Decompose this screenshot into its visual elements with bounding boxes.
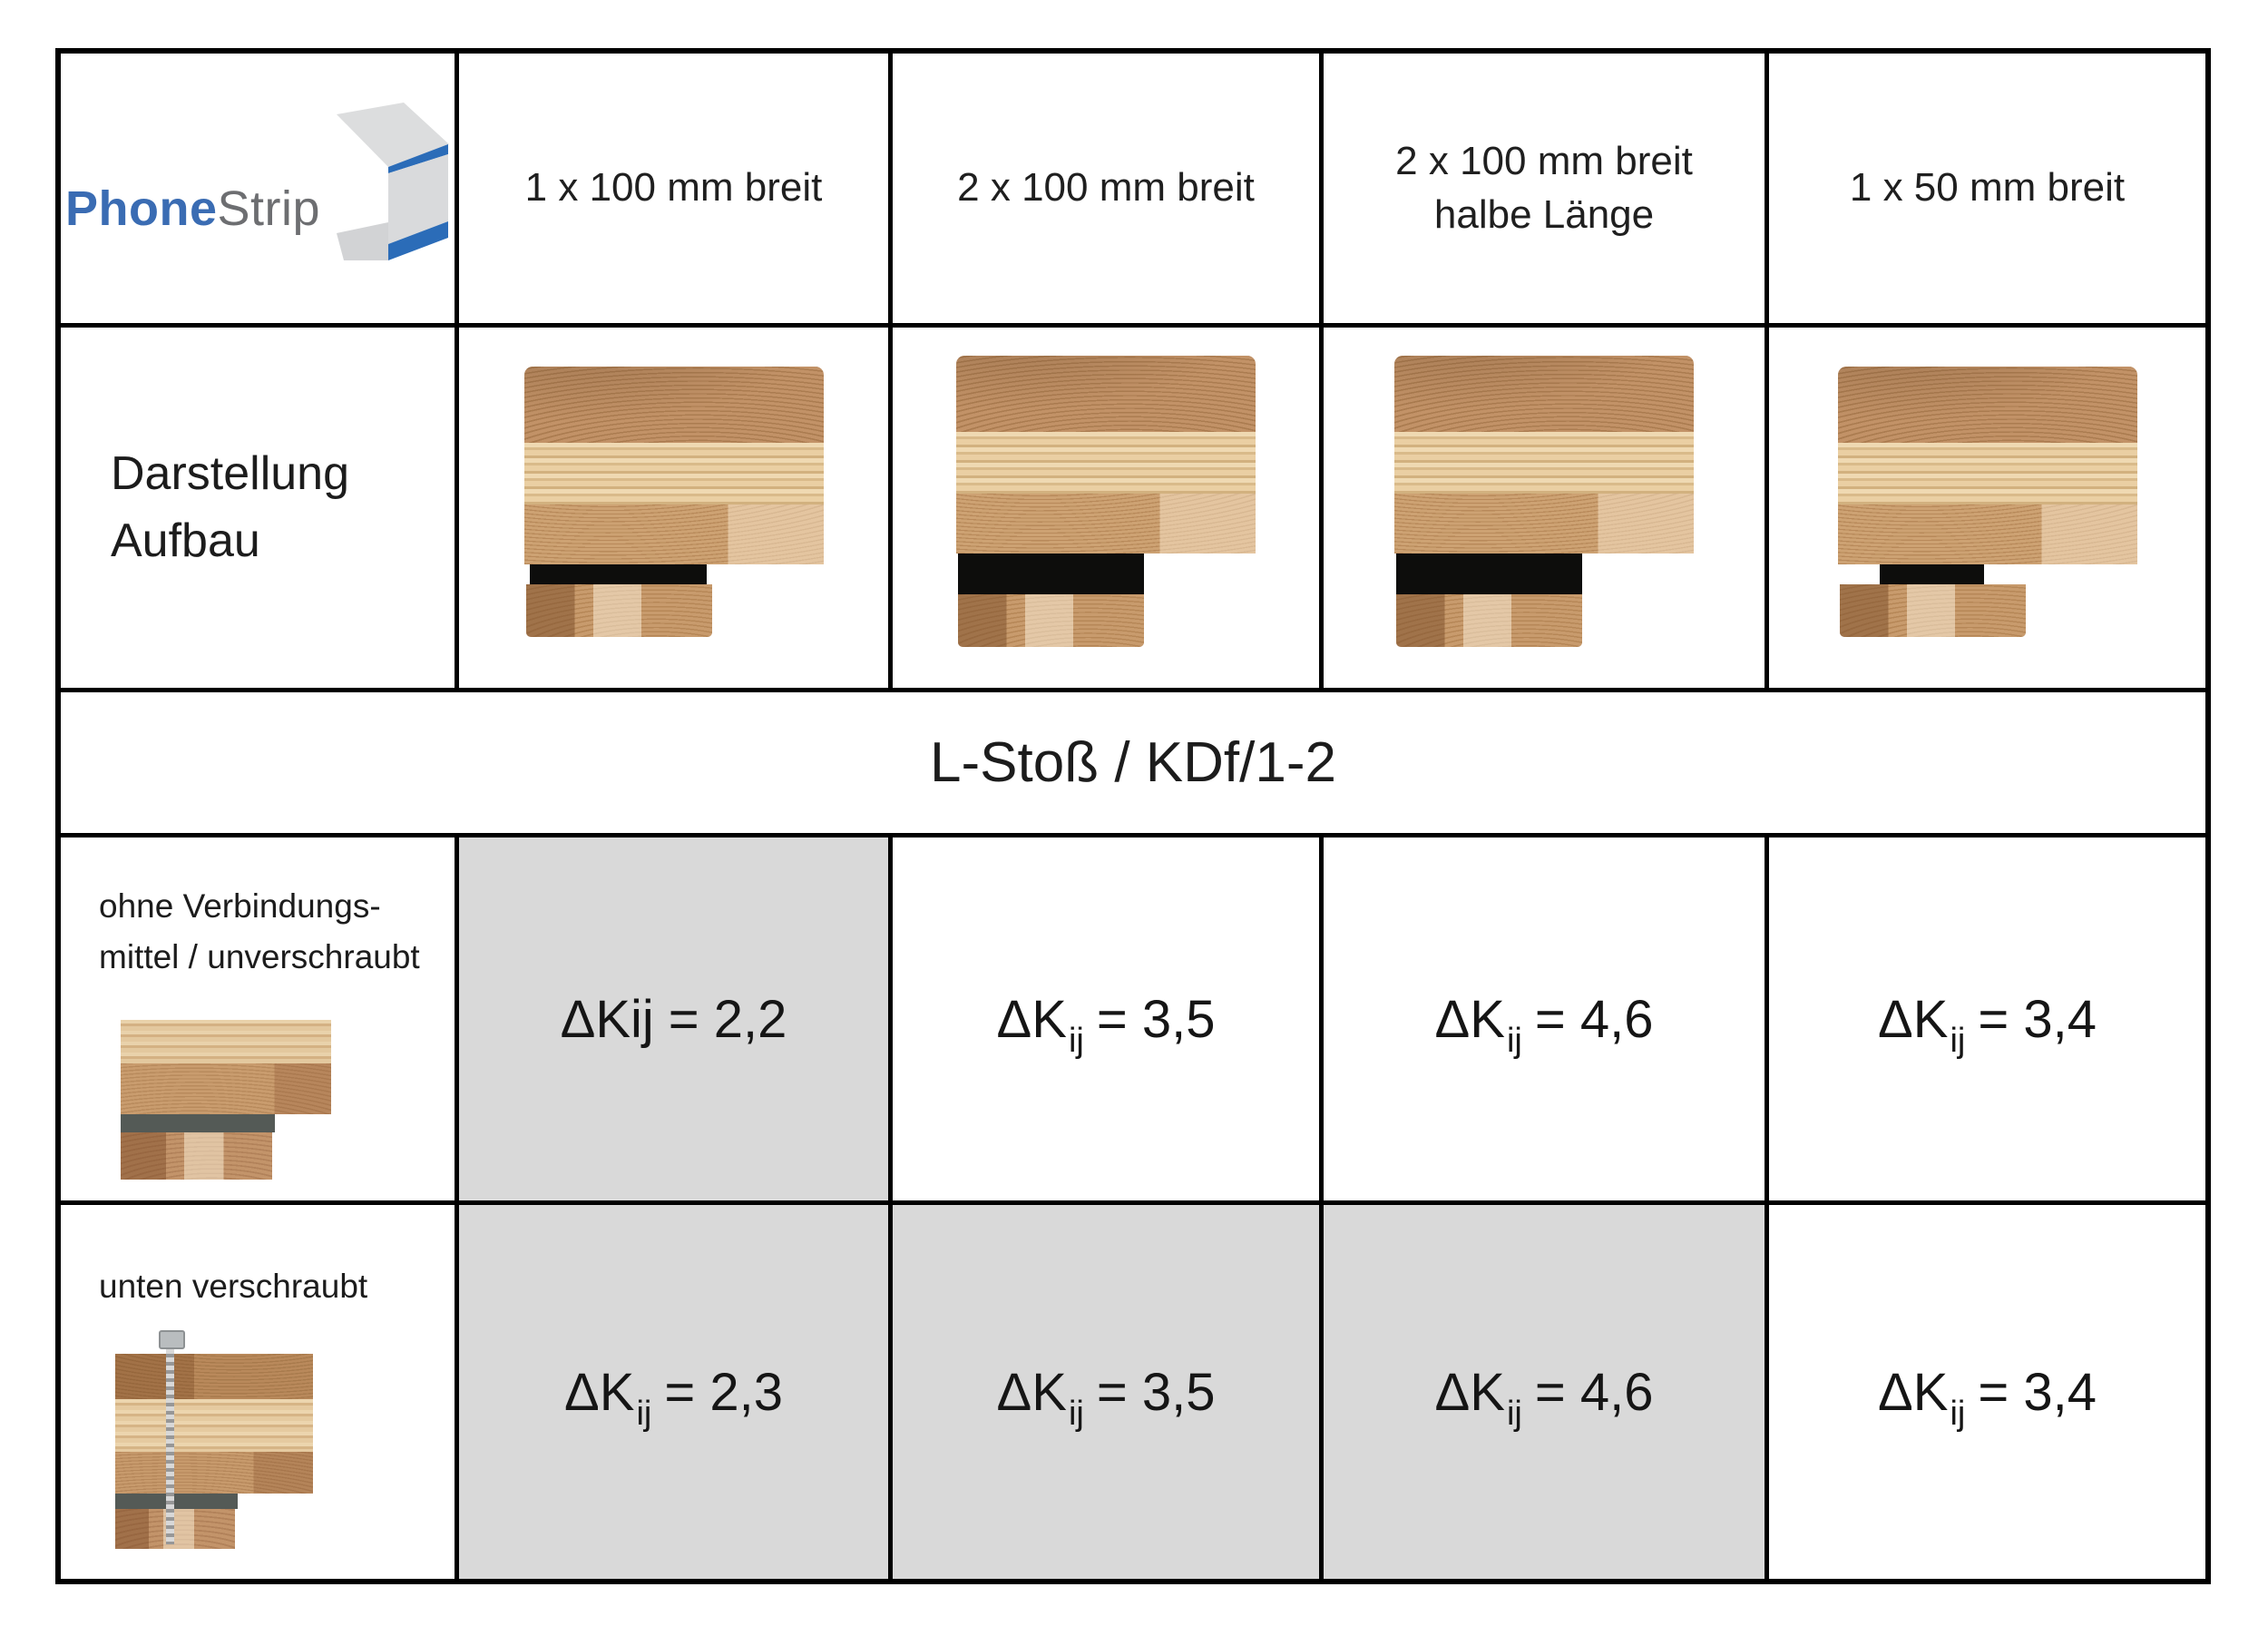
joint-end-grain-bottom bbox=[115, 1452, 313, 1494]
wood-layer-bottom bbox=[1394, 494, 1694, 553]
delta-k-cell-v1-c1 bbox=[459, 837, 888, 1200]
wood-layer-top bbox=[524, 367, 824, 443]
folded-strip-icon bbox=[337, 103, 450, 275]
joint-end-grain-top bbox=[115, 1354, 313, 1399]
row-label-unverschraubt bbox=[61, 837, 455, 1200]
column-header-2x100: 2 x 100 mm breit bbox=[893, 54, 1319, 323]
delta-k-value: $\Delta K_{ij} = 4,6$ bbox=[1434, 989, 1654, 1061]
wood-cross-section-image-1x100 bbox=[524, 367, 824, 637]
delta-k-cell-v1-c3 bbox=[1324, 837, 1765, 1200]
phonestrip-layer-double bbox=[958, 553, 1144, 594]
wood-post bbox=[526, 584, 712, 637]
aufbau-cell-1x50 bbox=[1769, 328, 2205, 688]
corner-joint-image-unscrewed bbox=[121, 1020, 331, 1180]
row-label-verschraubt bbox=[61, 1205, 455, 1579]
row-label-darstellung-aufbau: Darstellung Aufbau bbox=[61, 328, 455, 688]
wood-post bbox=[958, 594, 1144, 647]
delta-k-cell-v2-c4 bbox=[1769, 1205, 2205, 1579]
brand-logo bbox=[65, 181, 320, 237]
delta-k-cell-v2-c3 bbox=[1324, 1205, 1765, 1579]
delta-k-cell-v1-c4 bbox=[1769, 837, 2205, 1200]
wood-layer-top bbox=[956, 356, 1256, 432]
delta-k-value: $\Delta K_{ij} = 3,4$ bbox=[1878, 1362, 2097, 1434]
wood-layer-middle bbox=[1838, 443, 2137, 504]
wood-layer-bottom bbox=[1838, 504, 2137, 564]
wood-cross-section-image-2x100 bbox=[956, 356, 1256, 647]
column-header-2x100-halbe: 2 x 100 mm breit halbe Länge bbox=[1324, 54, 1765, 323]
column-header-1x50: 1 x 50 mm breit bbox=[1769, 54, 2205, 323]
wood-layer-bottom bbox=[956, 494, 1256, 553]
phonestrip-layer-double bbox=[1396, 553, 1582, 594]
wood-layer-middle bbox=[956, 432, 1256, 494]
variant-label-text: unten verschraubt bbox=[99, 1268, 368, 1305]
wood-layer-top bbox=[1394, 356, 1694, 432]
delta-k-value: $\Delta K_{ij} = 3,5$ bbox=[996, 1362, 1216, 1434]
joint-plank bbox=[115, 1399, 313, 1452]
phonestrip-layer-narrow bbox=[1880, 564, 1984, 584]
aufbau-cell-1x100 bbox=[459, 328, 888, 688]
aufbau-cell-2x100 bbox=[893, 328, 1319, 688]
column-header-1x100: 1 x 100 mm breit bbox=[459, 54, 888, 323]
delta-k-value: $\Delta K_{ij} = 4,6$ bbox=[1434, 1362, 1654, 1434]
corner-joint-image-screwed bbox=[115, 1354, 313, 1549]
screw-icon bbox=[166, 1341, 174, 1544]
wood-layer-middle bbox=[524, 443, 824, 504]
brand-logo-strip: Strip bbox=[217, 181, 321, 236]
delta-k-value: $\Delta K_{ij} = 3,5$ bbox=[996, 989, 1216, 1061]
joint-top-plank bbox=[121, 1020, 331, 1063]
wood-post bbox=[1840, 584, 2026, 637]
wood-layer-top bbox=[1838, 367, 2137, 443]
variant-label-text: ohne Verbindungs- mittel / unverschraubt bbox=[99, 887, 420, 975]
wood-cross-section-image-2x100-halbe bbox=[1394, 356, 1694, 647]
wood-post bbox=[1396, 594, 1582, 647]
section-title: L-Stoß / KDf/1-2 bbox=[61, 692, 2205, 833]
delta-k-cell-v2-c1 bbox=[459, 1205, 888, 1579]
brand-logo-phone: Phone bbox=[64, 181, 218, 236]
wood-layer-bottom bbox=[524, 504, 824, 564]
joint-post bbox=[121, 1132, 272, 1180]
delta-k-cell-v2-c2 bbox=[893, 1205, 1319, 1579]
screw-head-icon bbox=[159, 1330, 185, 1349]
delta-k-value: ΔKij = 2,2 bbox=[560, 989, 787, 1049]
joint-end-grain bbox=[121, 1063, 331, 1114]
joint-strip bbox=[121, 1114, 275, 1132]
delta-k-value: $\Delta K_{ij} = 2,3$ bbox=[564, 1362, 783, 1434]
phonestrip-layer-single bbox=[530, 564, 707, 584]
delta-k-value: $\Delta K_{ij} = 3,4$ bbox=[1878, 989, 2097, 1061]
joint-post bbox=[115, 1509, 235, 1549]
product-comparison-table bbox=[55, 48, 2211, 1584]
joint-strip bbox=[115, 1494, 238, 1509]
wood-layer-middle bbox=[1394, 432, 1694, 494]
delta-k-cell-v1-c2 bbox=[893, 837, 1319, 1200]
logo-cell bbox=[61, 54, 455, 323]
wood-cross-section-image-1x50 bbox=[1838, 367, 2137, 637]
aufbau-cell-2x100-halbe bbox=[1324, 328, 1765, 688]
